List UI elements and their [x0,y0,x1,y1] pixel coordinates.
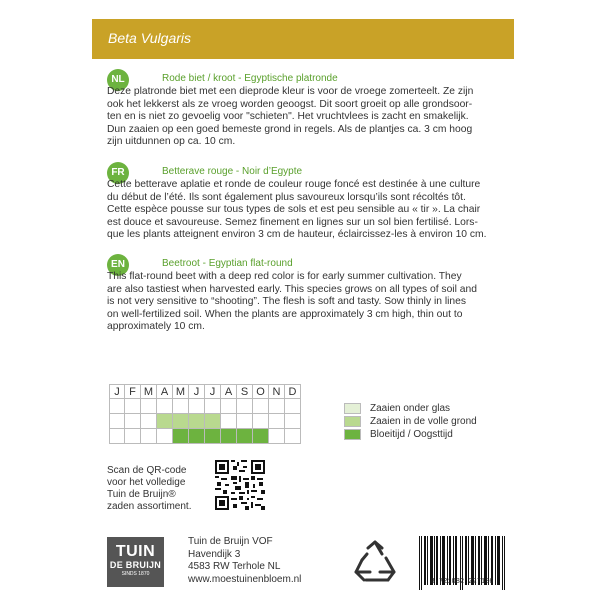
body-line: du début de l’été. Ils sont également plus savoureux lorsqu’ils sont récoltés tôt. [107,191,466,203]
section-body-en [107,271,507,334]
calendar-legend [344,402,477,441]
calendar-cell [157,414,173,429]
legend-item-open-ground [344,415,477,427]
calendar-month-label: O [253,384,269,399]
calendar-cell [253,414,269,429]
body-line: zijn uitdunnen op ca. 10 cm. [107,136,236,148]
section-fr [107,162,507,252]
calendar-cell [269,414,285,429]
calendar-row [109,429,301,444]
legend-label: Zaaien in de volle grond [370,415,477,427]
legend-swatch [344,416,361,427]
calendar-cell [173,414,189,429]
legend-swatch [344,403,361,414]
calendar-cell [221,414,237,429]
calendar-cell [205,429,221,444]
body-line: This flat-round beet with a deep red color is for early summer cultivation. They [107,271,462,282]
calendar-cell [189,399,205,414]
legend-item-harvest [344,428,477,440]
recycle-icon [350,540,400,586]
calendar-cell [109,414,125,429]
calendar-cell [141,429,157,444]
body-line: approximately 10 cm. [107,321,205,333]
species-title: Beta Vulgaris [108,30,192,46]
calendar-month-label: N [269,384,285,399]
calendar-month-label: A [157,384,173,399]
logo-line: SINDS 1870 [121,571,150,577]
calendar-cell [109,399,125,414]
calendar-month-label: M [173,384,189,399]
section-title-nl: Rode biet / kroot - Egyptische platronde [162,73,338,84]
calendar-cell [189,414,205,429]
address-line: Tuin de Bruijn VOF [188,536,273,547]
logo-line: DE BRUIJN [109,560,162,570]
legend-label: Bloeitijd / Oogsttijd [370,428,453,440]
calendar-month-label: J [205,384,221,399]
calendar-cell [269,399,285,414]
body-line: Dun zaaien op een goed bemeste grond in regels. Als de plantjes ca. 3 cm hoog [107,123,473,135]
calendar-cell [285,399,301,414]
calendar-cell [285,414,301,429]
sowing-calendar [109,384,301,444]
calendar-cell [173,399,189,414]
body-line: que les plants atteignent environ 3 cm de hauteur, éclaircissez-les à environ 10 cm. [107,229,487,241]
address-line: Havendijk 3 [188,548,241,560]
calendar-cell [141,414,157,429]
body-line: Cette espèce pousse sur tous types de sols et est peu sensible au « tir ». La chair [107,204,481,216]
qr-caption [107,465,192,513]
calendar-cell [285,429,301,444]
body-line: on well-fertilized soil. When the plants are approximately 3 cm high, thin out to [107,308,463,320]
calendar-cell [125,429,141,444]
lang-badge-nl: NL [107,69,129,91]
section-body-nl [107,86,507,149]
header-bar [92,19,514,59]
calendar-month-row [109,384,301,399]
calendar-cell [157,399,173,414]
lang-badge-fr: FR [107,162,129,184]
calendar-cell [253,399,269,414]
calendar-cell [189,429,205,444]
body-line: ten en is niet zo gevoelig voor "schieten". Het vruchtvlees is zacht en smakelijk. [107,111,469,123]
calendar-cell [237,429,253,444]
calendar-cell [269,429,285,444]
section-title-en: Beetroot - Egyptian flat-round [162,258,293,269]
calendar-cell [221,399,237,414]
calendar-cell [173,429,189,444]
calendar-month-label: M [141,384,157,399]
calendar-cell [109,429,125,444]
lang-badge-en: EN [107,254,129,276]
address-line: 4583 RW Terhole NL [188,561,281,573]
barcode-number: 8 721082 227186 [430,578,494,586]
brand-logo [107,537,164,587]
body-line: is not very sensitive to “shooting”. The flesh is soft and tasty. Sow thinly in lines [107,296,467,308]
calendar-cell [125,399,141,414]
body-line: Deze platronde biet met een dieprode kleur is voor de vroege zomerteelt. Ze zijn [107,86,474,97]
calendar-month-label: S [237,384,253,399]
website-link[interactable]: www.moestuinenbloem.nl [188,573,302,585]
calendar-month-label: A [221,384,237,399]
body-line: Cette betterave aplatie et ronde de couleur rouge foncé est destinée à une culture [107,179,481,190]
legend-swatch [344,429,361,440]
section-title-fr: Betterave rouge - Noir d’Egypte [162,166,303,177]
calendar-cell [205,414,221,429]
calendar-cell [141,399,157,414]
body-line: est douce et savoureuse. Semez finement en lignes sur un sol bien fertilisé. Lors- [107,216,478,228]
qr-caption-line: Tuin de Bruijn® [107,489,176,500]
body-line: ook het lekkerst als ze vroeg worden geoogst. Dit soort groeit op alle grondsoor- [107,98,473,110]
qr-caption-line: Scan de QR-code [107,465,187,476]
qr-caption-line: zaden assortiment. [107,501,192,512]
calendar-cell [221,429,237,444]
section-nl [107,69,507,159]
calendar-month-label: J [189,384,205,399]
legend-label: Zaaien onder glas [370,402,451,414]
qr-caption-line: voor het volledige [107,477,186,488]
calendar-month-label: F [125,384,141,399]
calendar-cell [157,429,173,444]
legend-item-glass [344,402,477,414]
calendar-row [109,414,301,429]
calendar-row [109,399,301,414]
section-en [107,254,507,344]
section-body-fr [107,179,507,242]
calendar-month-label: D [285,384,301,399]
calendar-cell [237,414,253,429]
qr-code-icon[interactable] [215,460,265,510]
calendar-cell [237,399,253,414]
calendar-cell [205,399,221,414]
body-line: are also tastiest when harvested early. This species grows on all types of soil and [107,283,477,295]
calendar-cell [253,429,269,444]
calendar-month-label: J [109,384,125,399]
calendar-cell [125,414,141,429]
company-address [188,536,301,586]
logo-line: TUIN [115,543,156,560]
